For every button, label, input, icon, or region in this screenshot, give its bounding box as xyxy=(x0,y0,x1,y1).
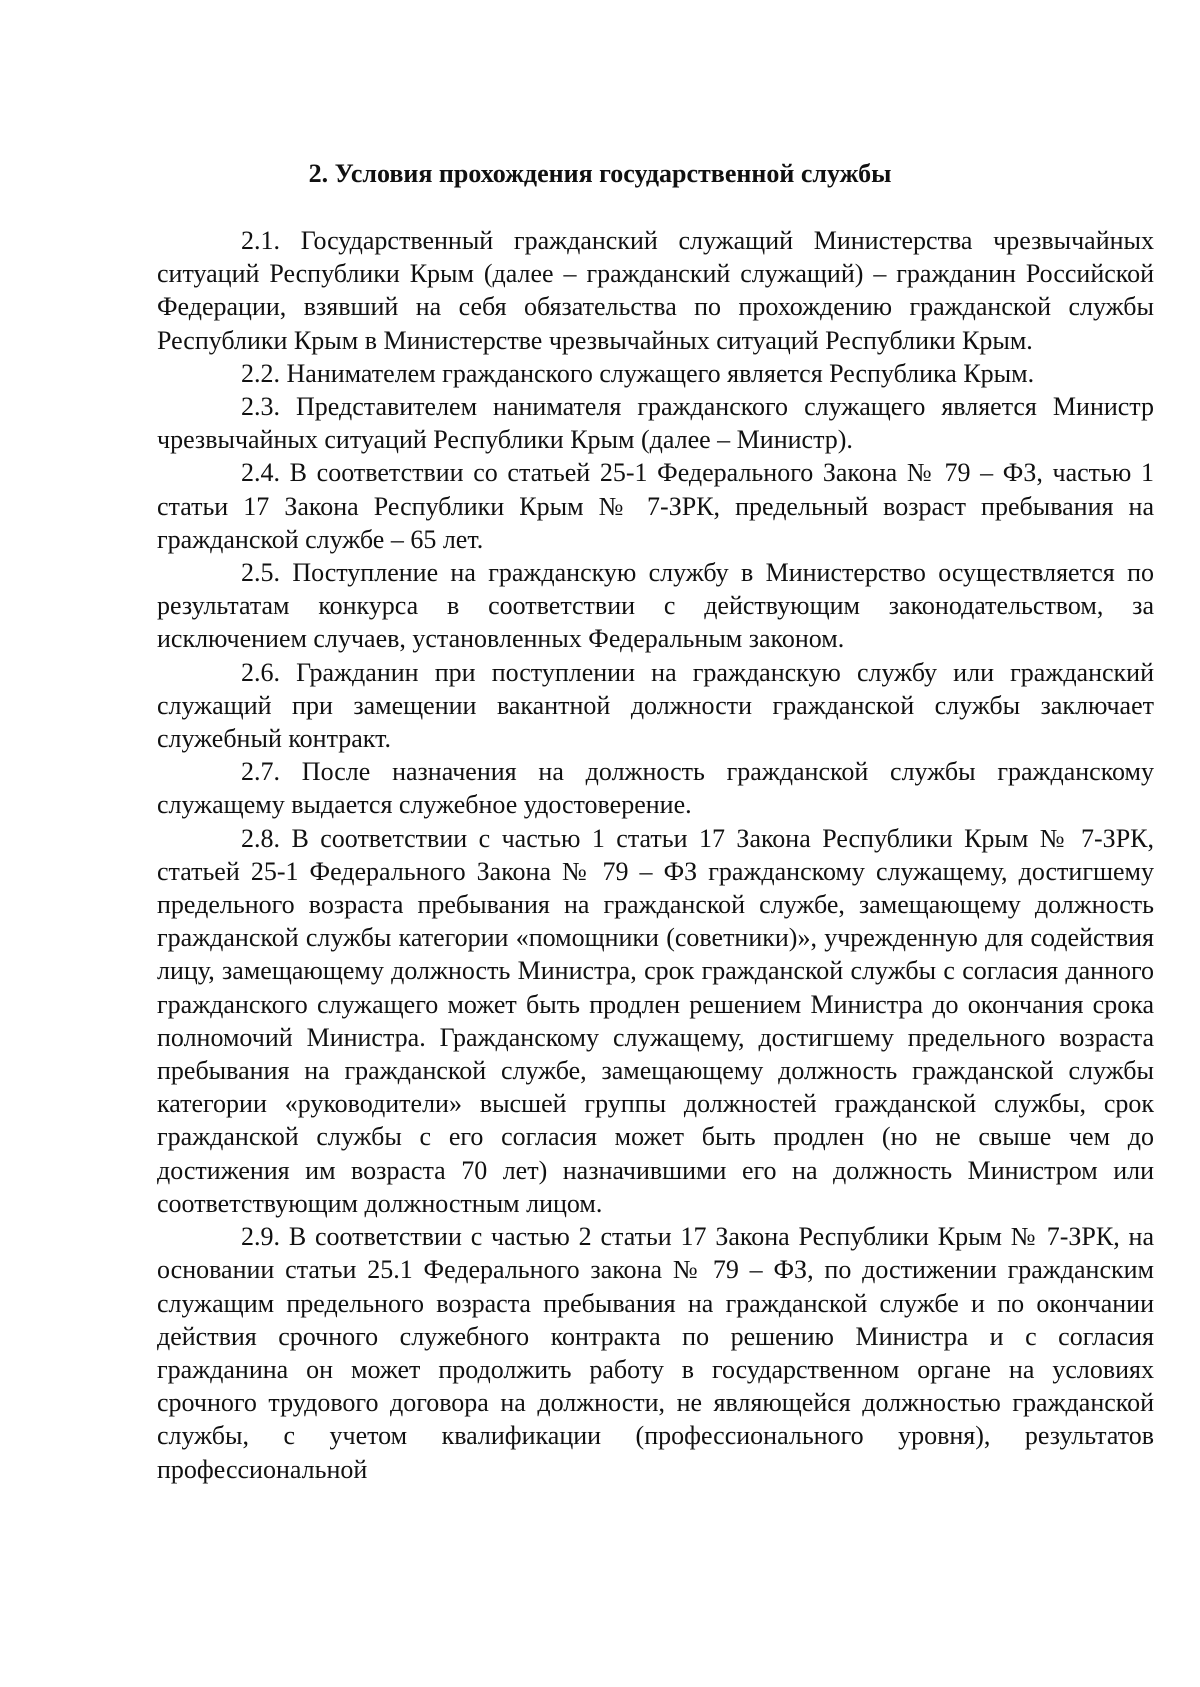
paragraph-2-3: 2.3. Представителем нанимателя гражданского служащего является Министр чрезвычайных ситуаций Республики Крым (далее – Министр). xyxy=(157,392,1154,455)
paragraph-2-7: 2.7. После назначения на должность гражданской службы гражданскому служащему выдается служебное удостоверение. xyxy=(157,757,1154,820)
section-title: 2. Условия прохождения государственной службы xyxy=(308,159,892,188)
document-body xyxy=(157,224,1154,1486)
paragraph-2-2: 2.2. Нанимателем гражданского служащего является Республика Крым. xyxy=(241,358,1035,388)
paragraph-2-4: 2.4. В соответствии со статьей 25-1 Федерального Закона № 79 – ФЗ, частью 1 статьи 17 Закона Республики Крым № 7-ЗРК, предельный возраст пребывания на гражданской службе – 65 лет. xyxy=(157,458,1154,554)
paragraph-2-6: 2.6. Гражданин при поступлении на гражданскую службу или гражданский служащий при замещении вакантной должности гражданской службы заключает служебный контракт. xyxy=(157,657,1154,754)
paragraph-2-1: 2.1. Государственный гражданский служащий Министерства чрезвычайных ситуаций Республики Крым (далее – гражданский служащий) – гражданин Российской Федерации, взявший на себя обязательства по прохождению гражданской службы Республики Крым в Министерстве чрезвычайных ситуаций Республики Крым. xyxy=(157,226,1154,355)
paragraph-2-8: 2.8. В соответствии с частью 1 статьи 17 Закона Республики Крым № 7-ЗРК, статьей 25-1 Федерального Закона № 79 – ФЗ гражданскому служащему, достигшему предельного возраста пребывания на гражданской службе, замещающему должность гражданской службы категории «помощники (советники)», учрежденную для содействия лицу, замещающему должность Министра, срок гражданской службы с согласия данного гражданского служащего может быть продлен решением Министра до окончания срока полномочий Министра. Гражданскому служащему, достигшему предельного возраста пребывания на гражданской службе, замещающему должность гражданской службы категории «руководители» высшей группы должностей гражданской службы, срок гражданской службы с его согласия может быть продлен (но не свыше чем до достижения им возраста 70 лет) назначившими его на должность Министром или соответствующим должностным лицом. xyxy=(157,823,1154,1218)
paragraph-2-9: 2.9. В соответствии с частью 2 статьи 17 Закона Республики Крым № 7-ЗРК, на основании статьи 25.1 Федерального закона № 79 – ФЗ, по достижении гражданским служащим предельного возраста пребывания на гражданской службе и по окончании действия срочного служебного контракта по решению Министра и с согласия гражданина он может продолжить работу в государственном органе на условиях срочного трудового договора на должности, не являющейся должностью гражданской службы, с учетом квалификации (профессионального уровня), результатов профессиональной xyxy=(157,1222,1154,1484)
paragraph-2-5: 2.5. Поступление на гражданскую службу в Министерство осуществляется по результатам конкурса в соответствии с действующим законодательством, за исключением случаев, установленных Федеральным законом. xyxy=(157,558,1154,654)
